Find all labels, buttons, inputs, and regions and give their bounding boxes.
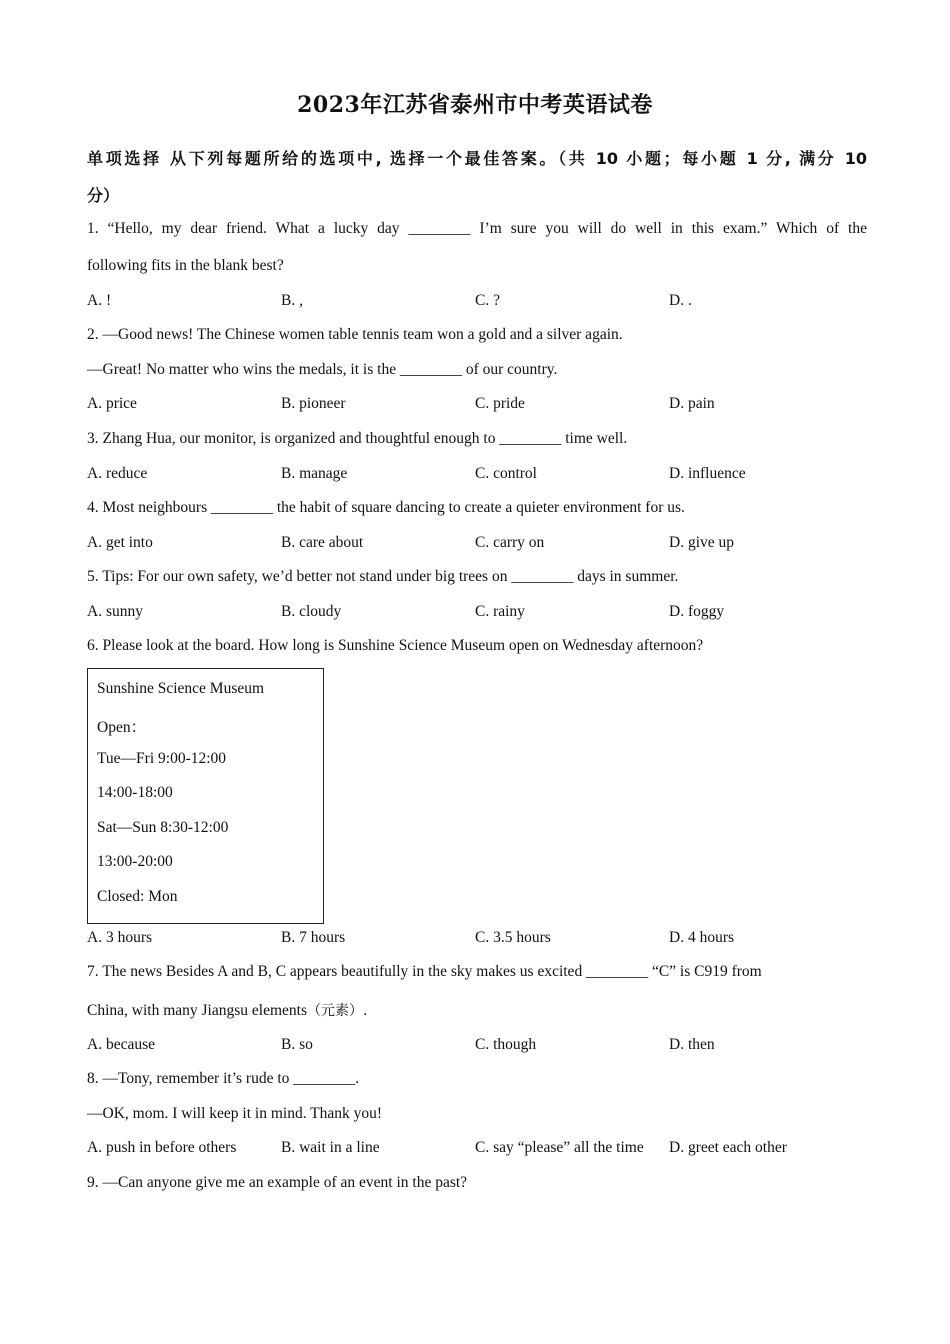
question-8-stem-cont: —OK, mom. I will keep it in mind. Thank you! <box>87 1105 383 1122</box>
question-8-stem: 8. —Tony, remember it’s rude to ________. <box>87 1070 360 1087</box>
option-b[interactable]: B. 7 hours <box>281 929 346 946</box>
option-b[interactable]: B. manage <box>281 465 348 482</box>
question-1-stem: 1. “Hello, my dear friend. What a lucky day ________ I’m sure you will do well in this exam.” Which of the <box>87 220 867 237</box>
option-d[interactable]: D. influence <box>669 465 746 482</box>
stem-note: （元素）. <box>306 1003 368 1019</box>
board-line: Sat—Sun 8:30-12:00 <box>97 819 229 836</box>
board-line: 14:00-18:00 <box>97 784 173 801</box>
section-instruction: 单项选择 从下列每题所给的选项中, 选择一个最佳答案。（共 10 小题；每小题 1 分, 满分 10 <box>87 149 867 168</box>
option-b[interactable]: B. wait in a line <box>281 1139 380 1156</box>
question-5-options <box>87 603 887 623</box>
option-c[interactable]: C. though <box>475 1036 537 1053</box>
question-2-stem: 2. —Good news! The Chinese women table tennis team won a gold and a silver again. <box>87 326 623 343</box>
option-c[interactable]: C. rainy <box>475 603 525 620</box>
question-6-stem: 6. Please look at the board. How long is Sunshine Science Museum open on Wednesday afternoon? <box>87 637 704 654</box>
option-a[interactable]: A. get into <box>87 534 153 551</box>
option-c[interactable]: C. 3.5 hours <box>475 929 551 946</box>
question-3-options <box>87 465 887 485</box>
question-7-options <box>87 1036 887 1056</box>
museum-notice-board <box>87 668 324 924</box>
board-line: 13:00-20:00 <box>97 853 173 870</box>
option-b[interactable]: B. care about <box>281 534 364 551</box>
option-a[interactable]: A. 3 hours <box>87 929 153 946</box>
question-9-stem: 9. —Can anyone give me an example of an event in the past? <box>87 1174 468 1191</box>
option-c[interactable]: C. carry on <box>475 534 545 551</box>
section-instruction-cont: 分） <box>87 186 120 205</box>
question-5-stem: 5. Tips: For our own safety, we’d better not stand under big trees on ________ days in summer. <box>87 568 679 585</box>
option-c[interactable]: C. pride <box>475 395 525 412</box>
board-line: Tue—Fri 9:00-12:00 <box>97 750 227 767</box>
question-1-options <box>87 292 887 312</box>
option-a[interactable]: A. price <box>87 395 137 412</box>
option-d[interactable]: D. then <box>669 1036 715 1053</box>
option-d[interactable]: D. . <box>669 292 692 309</box>
option-a[interactable]: A. sunny <box>87 603 143 620</box>
option-d[interactable]: D. give up <box>669 534 735 551</box>
page-title: 2023年江苏省泰州市中考英语试卷 <box>297 92 653 118</box>
board-line: Closed: Mon <box>97 888 178 905</box>
question-2-stem-cont: —Great! No matter who wins the medals, it is the ________ of our country. <box>87 361 558 378</box>
question-8-options <box>87 1139 887 1159</box>
board-line: Open： <box>97 719 147 736</box>
board-line: Sunshine Science Museum <box>97 680 265 697</box>
option-d[interactable]: D. greet each other <box>669 1139 787 1156</box>
option-c[interactable]: C. ? <box>475 292 500 309</box>
option-d[interactable]: D. 4 hours <box>669 929 735 946</box>
question-1-stem-cont: following fits in the blank best? <box>87 257 284 274</box>
option-c[interactable]: C. say “please” all the time <box>475 1139 644 1156</box>
option-a[interactable]: A. because <box>87 1036 155 1053</box>
option-a[interactable]: A. push in before others <box>87 1139 237 1156</box>
option-b[interactable]: B. pioneer <box>281 395 346 412</box>
question-3-stem: 3. Zhang Hua, our monitor, is organized and thoughtful enough to ________ time well. <box>87 430 628 447</box>
question-6-options <box>87 929 887 949</box>
option-d[interactable]: D. foggy <box>669 603 725 620</box>
option-b[interactable]: B. , <box>281 292 303 309</box>
option-c[interactable]: C. control <box>475 465 537 482</box>
option-d[interactable]: D. pain <box>669 395 715 412</box>
question-4-options <box>87 534 887 554</box>
option-b[interactable]: B. so <box>281 1036 313 1053</box>
option-b[interactable]: B. cloudy <box>281 603 342 620</box>
question-2-options <box>87 395 887 415</box>
question-7-stem: 7. The news Besides A and B, C appears beautifully in the sky makes us excited ________ “C” is C919 from <box>87 963 762 980</box>
option-a[interactable]: A. ! <box>87 292 112 309</box>
option-a[interactable]: A. reduce <box>87 465 148 482</box>
question-4-stem: 4. Most neighbours ________ the habit of square dancing to create a quieter environment for us. <box>87 499 685 516</box>
stem-text: China, with many Jiangsu elements <box>87 1002 307 1019</box>
question-7-stem-cont <box>87 1000 867 1020</box>
